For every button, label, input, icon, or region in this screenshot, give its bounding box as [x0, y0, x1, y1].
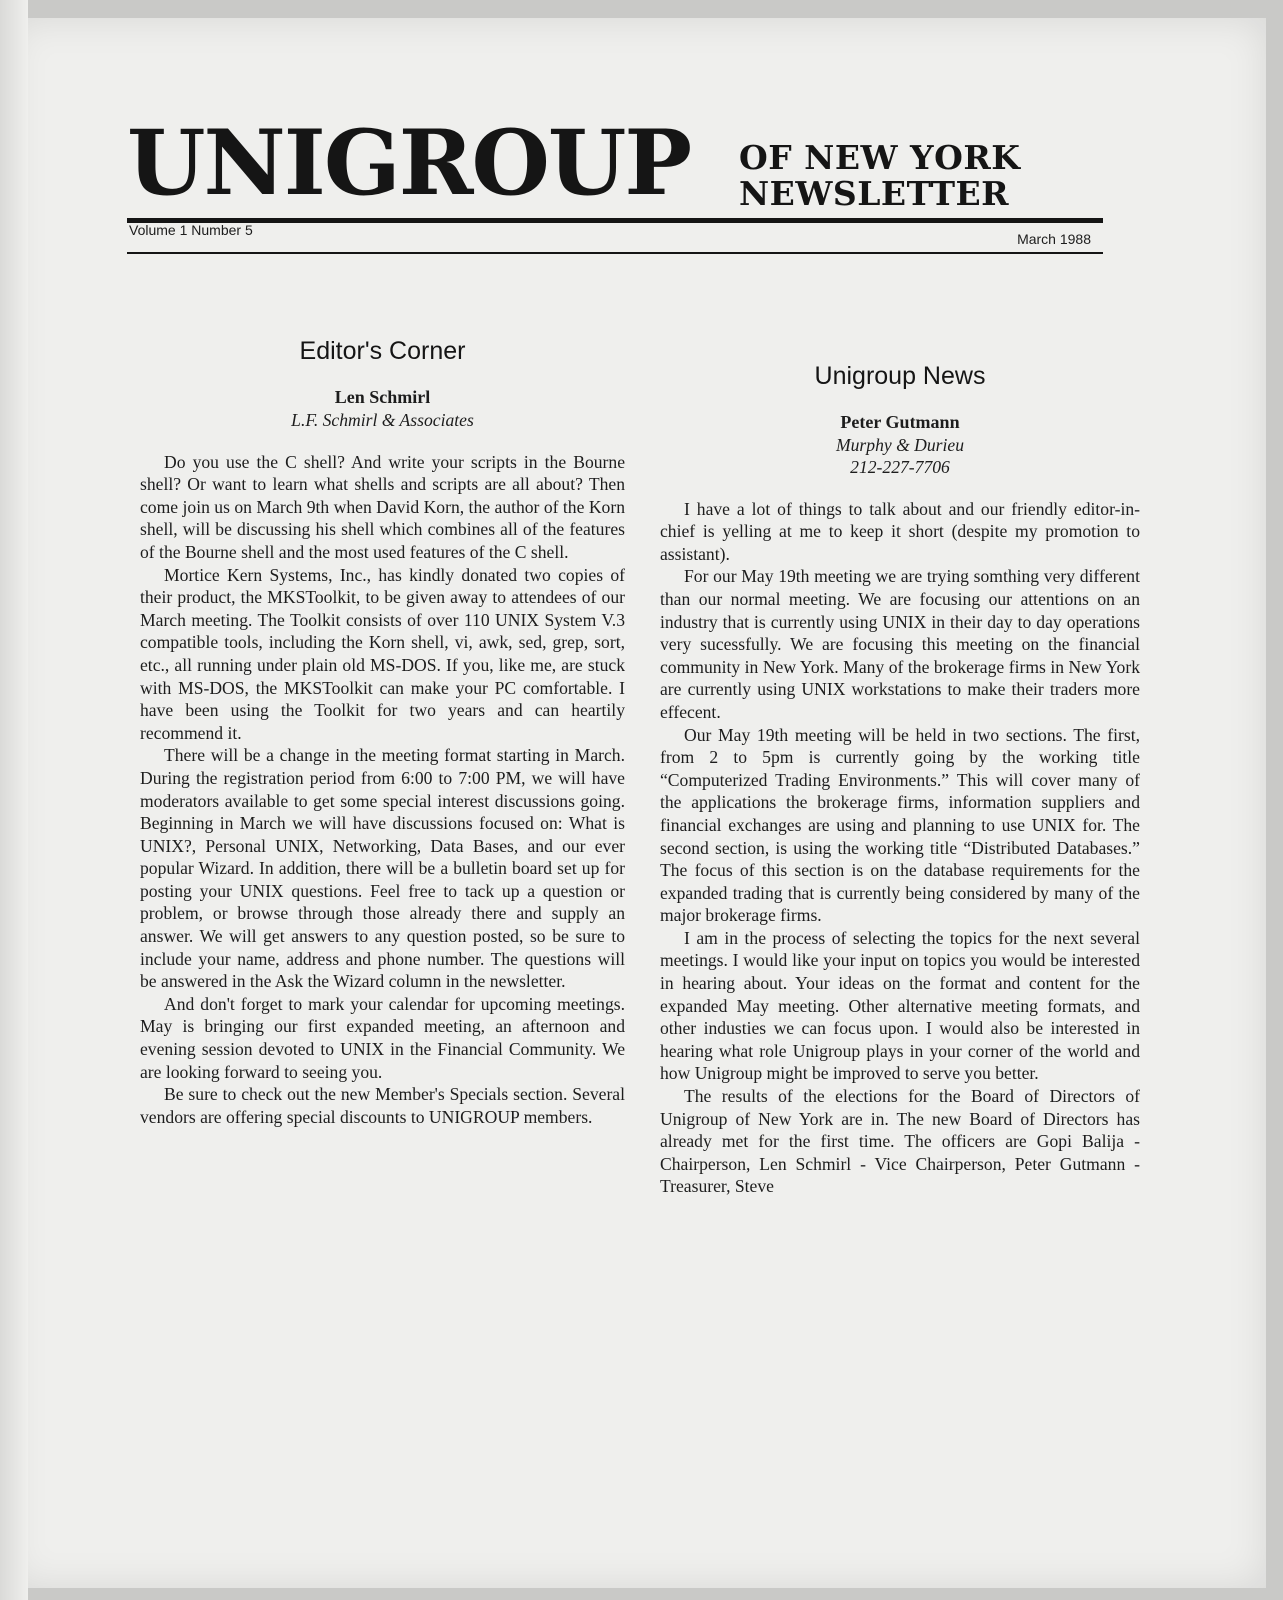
article-paragraph: The results of the elections for the Board of Directors of Unigroup of New York are in. The new Board of Directors has already met for the first time. The officers are Gopi Balija - Chairperson, Len Schmirl - Vice Chairperson, Peter Gutmann - Treasurer, Steve [660, 1086, 1140, 1197]
article-paragraph: Mortice Kern Systems, Inc., has kindly donated two copies of their product, the MKSToolkit, to be given away to attendees of our March meeting. The Toolkit consists of over 110 UNIX System V.3 compatible tools, including the Korn shell, vi, awk, sed, grep, sort, etc., all running under plain old MS-DOS. If you, like me, are stuck with MS-DOS, the MKSToolkit can make your PC comfortable. I have been using the Toolkit for two years and can heartily recommend it. [140, 564, 625, 743]
issue-date: March 1988 [1017, 231, 1091, 247]
masthead-subtitle-line2: NEWSLETTER [739, 174, 1010, 213]
article-paragraph: I have a lot of things to talk about and our friendly editor-in-chief is yelling at me to keep it short (despite my promotion to assistant). [660, 498, 1140, 564]
article-paragraph: For our May 19th meeting we are trying somthing very different than our normal meeting. We are focusing our attentions on an industry that is currently using UNIX in their day to day operations very sucessfully. We are focusing this meeting on the financial community in New York. Many of the brokerage firms in New York are currently using UNIX workstations to make their traders more effecent. [660, 566, 1140, 722]
editors-corner-byline [140, 385, 625, 431]
unigroup-news-phone: 212-227-7706 [850, 456, 950, 477]
editors-corner-column [140, 337, 625, 1128]
article-paragraph: I am in the process of selecting the topics for the next several meetings. I would like your input on topics you would be interested in hearing about. Your ideas on the format and content for the expanded May meeting. Other alternative meeting formats, and other industies we can focus upon. I would also be interested in hearing what role Unigroup plays in your corner of the world and how Unigroup might be improved to serve you better. [660, 927, 1140, 1084]
unigroup-news-heading: Unigroup News [814, 362, 986, 390]
article-paragraph: Our May 19th meeting will be held in two sections. The first, from 2 to 5pm is currently going by the working title “Computerized Trading Environments.” This will cover many of the applications the brokerage firms, information suppliers and financial exchanges are using and planning to use UNIX for. The second section, is using the working title “Distributed Databases.” The focus of this section is on the database requirements for the expanded trading that is currently being considered by many of the major brokerage firms. [660, 724, 1140, 926]
editors-corner-affiliation: L.F. Schmirl & Associates [291, 409, 474, 430]
editors-corner-heading: Editor's Corner [299, 337, 466, 365]
issue-volume: Volume 1 Number 5 [129, 222, 253, 238]
page-edge-shadow [0, 0, 28, 1600]
unigroup-news-affiliation: Murphy & Durieu [835, 434, 965, 455]
masthead-title: UNIGROUP [127, 110, 691, 216]
unigroup-news-byline [660, 410, 1140, 478]
unigroup-news-column [660, 362, 1140, 1198]
article-paragraph: There will be a change in the meeting format starting in March. During the registration period from 6:00 to 7:00 PM, we will have moderators available to get some special interest discussions going. Beginning in March we will have discussions focused on: What is UNIX?, Personal UNIX, Networking, Data Bases, and our ever popular Wizard. In addition, there will be a bulletin board set up for posting your UNIX questions. Feel free to tack up a question or problem, or browse through those already there and supply an answer. We will get answers to any question posted, so be sure to include your name, address and phone number. The questions will be answered in the Ask the Wizard column in the newsletter. [140, 745, 625, 992]
masthead-rule-thin [127, 252, 1103, 254]
editors-corner-author: Len Schmirl [334, 386, 431, 407]
article-paragraph: Be sure to check out the new Member's Specials section. Several vendors are offering special discounts to UNIGROUP members. [140, 1084, 625, 1127]
masthead-subtitle-line1: OF NEW YORK [739, 138, 1021, 177]
masthead-subtitle [739, 140, 1020, 212]
masthead-rule-thick [127, 218, 1103, 223]
unigroup-news-author: Peter Gutmann [840, 411, 960, 432]
article-paragraph: And don't forget to mark your calendar for upcoming meetings. May is bringing our first expanded meeting, an afternoon and evening session devoted to UNIX in the Financial Community. We are looking forward to seeing you. [140, 993, 625, 1082]
article-paragraph: Do you use the C shell? And write your scripts in the Bourne shell? Or want to learn what shells and scripts are all about? Then come join us on March 9th when David Korn, the author of the Korn shell, will be discussing his shell which combines all of the features of the Bourne shell and the most used features of the C shell. [140, 451, 625, 562]
